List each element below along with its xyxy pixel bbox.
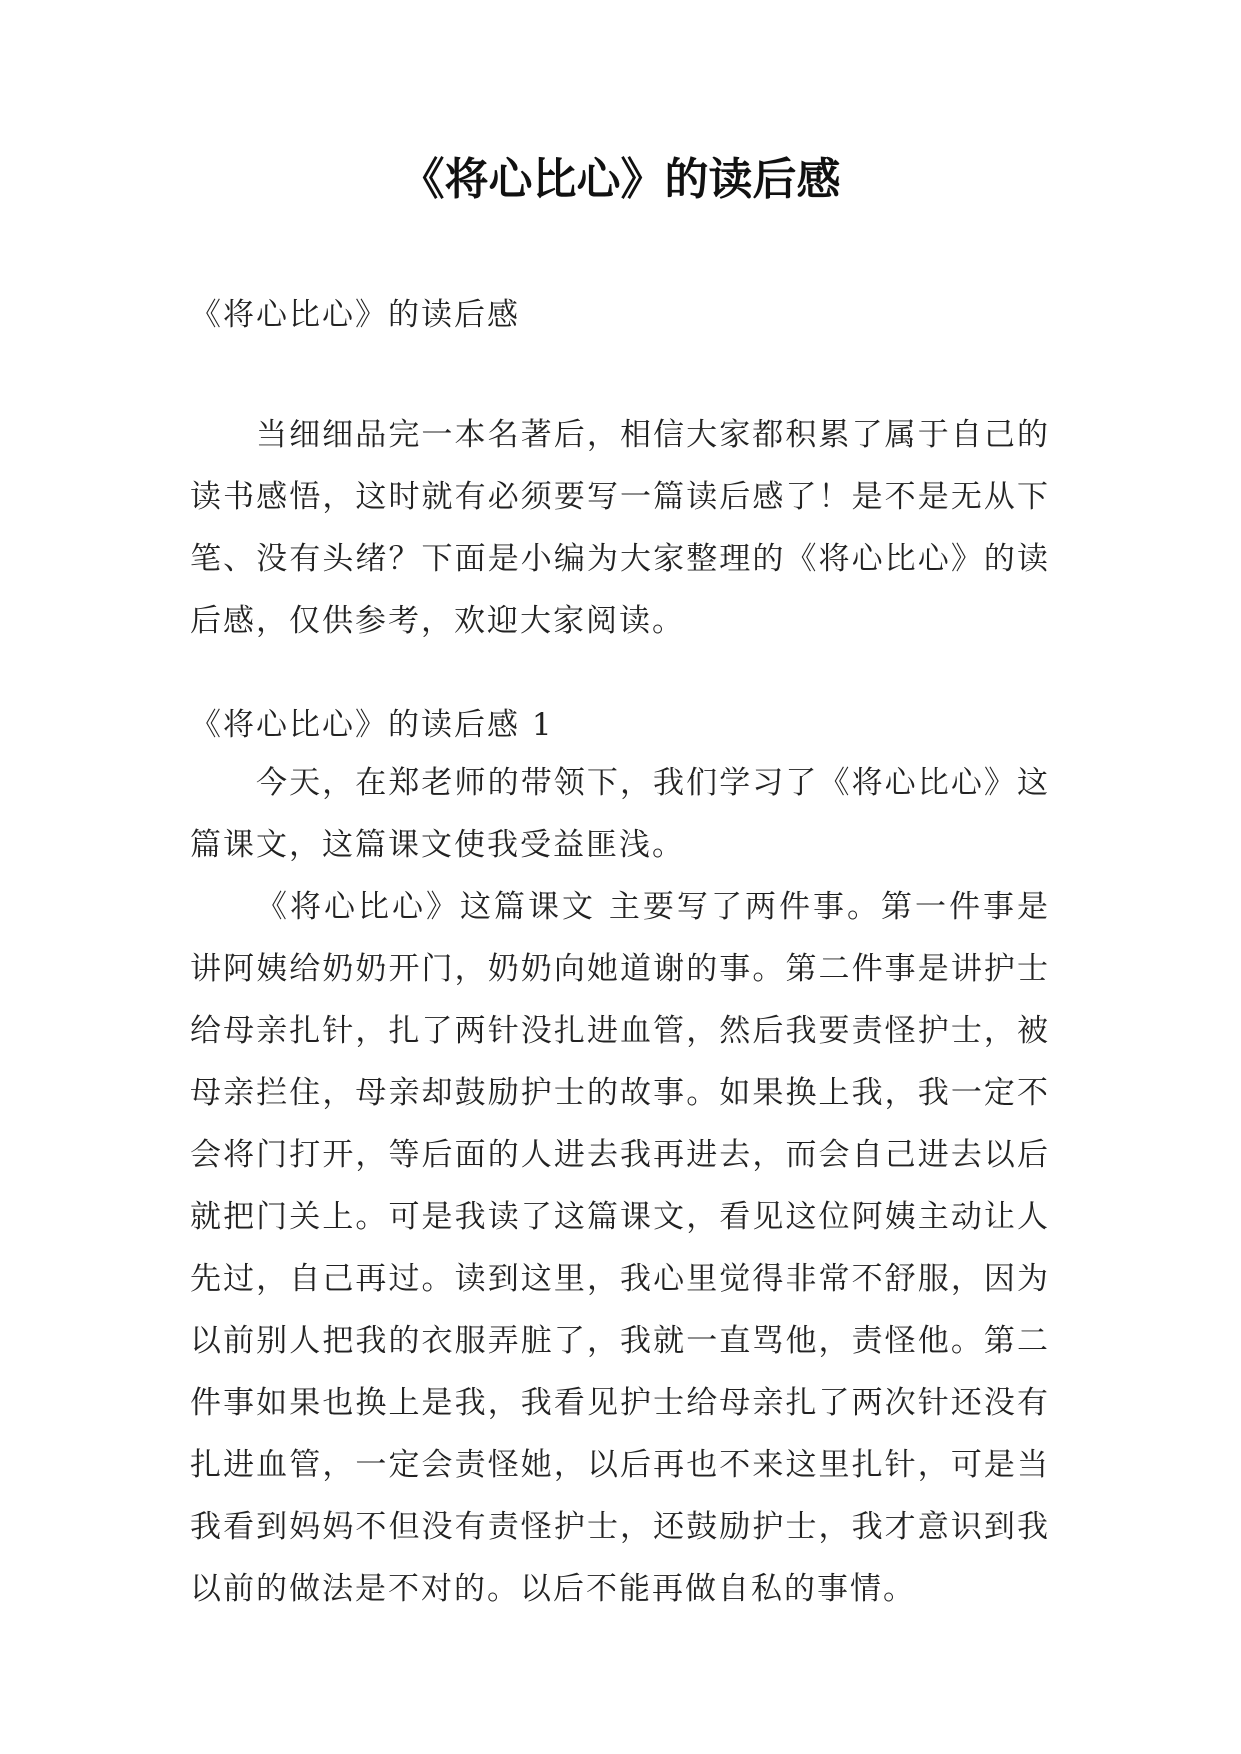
intro-paragraph: 当细细品完一本名著后，相信大家都积累了属于自己的读书感悟，这时就有必须要写一篇读后感了！是不是无从下笔、没有头绪？下面是小编为大家整理的《将心比心》的读后感，仅供参考，欢迎大家阅读。 bbox=[190, 417, 1050, 639]
section-heading: 《将心比心》的读后感 1 bbox=[190, 707, 554, 743]
document-title: 《将心比心》的读后感 bbox=[400, 154, 841, 205]
body-paragraph: 《将心比心》这篇课文 主要写了两件事。第一件事是讲阿姨给奶奶开门，奶奶向她道谢的事。第二件事是讲护士给母亲扎针，扎了两针没扎进血管，然后我要责怪护士，被母亲拦住，母亲却鼓励护士的故事。如果换上我，我一定不会将门打开，等后面的人进去我再进去，而会自己进去以后就把门关上。可是我读了这篇课文，看见这位阿姨主动让人先过，自己再过。读到这里，我心里觉得非常不舒服，因为以前别人把我的衣服弄脏了，我就一直骂他，责怪他。第二件事如果也换上是我，我看见护士给母亲扎了两次针还没有扎进血管，一定会责怪她，以后再也不来这里扎针，可是当我看到妈妈不但没有责怪护士，还鼓励护士，我才意识到我以前的做法是不对的。以后不能再做自私的事情。 bbox=[190, 889, 1050, 1607]
body-paragraph: 今天，在郑老师的带领下，我们学习了《将心比心》这篇课文，这篇课文使我受益匪浅。 bbox=[190, 765, 1050, 863]
document-subtitle: 《将心比心》的读后感 bbox=[190, 297, 520, 333]
